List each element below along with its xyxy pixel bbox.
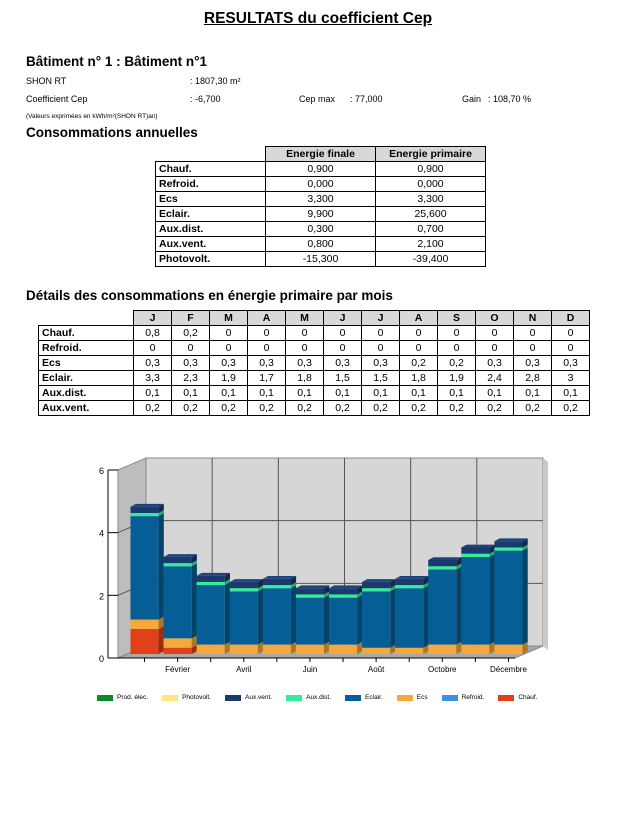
annual-col-primaire: Energie primaire [376, 147, 486, 162]
month-header: F [172, 311, 210, 326]
bar-segment [130, 629, 158, 654]
bar-segment-side [225, 582, 230, 644]
annual-table [155, 146, 486, 267]
annual-col-finale: Energie finale [266, 147, 376, 162]
monthly-value-cell: 0,2 [514, 401, 552, 416]
legend-swatch [97, 695, 113, 701]
monthly-value-cell: 0 [172, 341, 210, 356]
table-row [156, 222, 486, 237]
annual-finale-cell: -15,300 [266, 252, 376, 267]
bar-segment-side [324, 595, 329, 645]
monthly-value-cell: 2,8 [514, 371, 552, 386]
bar-segment [130, 516, 158, 619]
bar-segment [329, 594, 357, 597]
table-row [39, 386, 590, 401]
cepmax-value: : 77,000 [350, 94, 383, 104]
table-row [39, 326, 590, 341]
legend-swatch [286, 695, 302, 701]
bar-segment [164, 638, 192, 647]
monthly-value-cell: 0,2 [172, 326, 210, 341]
monthly-row-label: Aux.dist. [39, 386, 134, 401]
legend-item [162, 694, 211, 701]
bar-segment [164, 563, 192, 566]
annual-primaire-cell: 0,900 [376, 162, 486, 177]
annual-primaire-cell: -39,400 [376, 252, 486, 267]
monthly-value-cell: 0,3 [210, 356, 248, 371]
monthly-value-cell: 1,8 [286, 371, 324, 386]
cepmax-label: Cep max [299, 94, 336, 104]
chart-frame-shadow [543, 458, 548, 650]
bar-segment [296, 598, 324, 645]
bar-segment [296, 645, 324, 654]
bar-segment [230, 588, 258, 591]
bar-segment [296, 588, 324, 594]
month-header: M [210, 311, 248, 326]
bar-segment [428, 569, 456, 644]
bar-segment [395, 648, 423, 654]
monthly-row-label: Refroid. [39, 341, 134, 356]
units-note: (Valeurs exprimées en kWh/m²(SHON RT)an) [26, 113, 158, 120]
monthly-row-label: Eclair. [39, 371, 134, 386]
bar-segment [494, 551, 522, 645]
y-tick-label: 4 [98, 528, 104, 539]
monthly-value-cell: 0,2 [134, 401, 172, 416]
monthly-value-cell: 0 [514, 326, 552, 341]
monthly-value-cell: 0,3 [134, 356, 172, 371]
monthly-value-cell: 0,2 [172, 401, 210, 416]
bar-top-face [197, 573, 230, 576]
monthly-value-cell: 0 [210, 341, 248, 356]
y-tick-label: 2 [98, 591, 104, 602]
legend-label: Aux.vent. [245, 694, 273, 701]
monthly-row-label: Chauf. [39, 326, 134, 341]
legend-swatch [345, 695, 361, 701]
monthly-value-cell: 0,2 [400, 401, 438, 416]
monthly-value-cell: 1,9 [438, 371, 476, 386]
chart-legend [97, 694, 552, 701]
bar-segment [164, 648, 192, 654]
month-header: J [134, 311, 172, 326]
table-row [156, 162, 486, 177]
monthly-value-cell: 0 [362, 341, 400, 356]
legend-item [225, 694, 272, 701]
legend-item [97, 694, 148, 701]
annual-primaire-cell: 3,300 [376, 192, 486, 207]
annual-finale-cell: 0,300 [266, 222, 376, 237]
bar-top-face [164, 554, 197, 557]
annual-primaire-cell: 0,000 [376, 177, 486, 192]
bar-segment [230, 582, 258, 588]
bar-segment [263, 588, 291, 644]
y-tick-label: 0 [98, 654, 104, 664]
table-row [156, 192, 486, 207]
monthly-value-cell: 0,1 [400, 386, 438, 401]
shon-label: SHON RT [26, 76, 67, 86]
bar-segment [197, 582, 225, 585]
monthly-value-cell: 0,2 [210, 401, 248, 416]
x-tick-label: Août [367, 665, 385, 674]
legend-label: Prod. élec. [117, 694, 149, 701]
x-tick-label: Février [165, 665, 191, 674]
bar-segment [494, 645, 522, 654]
bar-segment-side [423, 585, 428, 647]
bar-top-face [130, 504, 163, 507]
bar-segment [230, 591, 258, 644]
bar-segment [362, 591, 390, 647]
monthly-value-cell: 0 [134, 341, 172, 356]
table-row [156, 252, 486, 267]
month-header: D [552, 311, 590, 326]
monthly-value-cell: 0 [552, 326, 590, 341]
monthly-value-cell: 0,2 [438, 401, 476, 416]
monthly-value-cell: 0,2 [476, 401, 514, 416]
bar-segment-side [489, 554, 494, 645]
monthly-value-cell: 0,3 [172, 356, 210, 371]
monthly-value-cell: 0,1 [552, 386, 590, 401]
annual-row-label: Ecs [156, 192, 266, 207]
monthly-value-cell: 0,1 [362, 386, 400, 401]
legend-swatch [442, 695, 458, 701]
cep-label: Coefficient Cep [26, 94, 88, 104]
bar-segment [461, 554, 489, 557]
bar-segment [362, 588, 390, 591]
month-header: A [248, 311, 286, 326]
annual-finale-cell: 0,900 [266, 162, 376, 177]
monthly-value-cell: 0 [552, 341, 590, 356]
legend-item [498, 694, 537, 701]
month-header: J [324, 311, 362, 326]
monthly-value-cell: 0,2 [400, 356, 438, 371]
table-row [39, 401, 590, 416]
y-tick-label: 6 [98, 466, 104, 476]
bar-segment [461, 547, 489, 553]
bar-segment-side [456, 567, 461, 645]
monthly-value-cell: 0 [400, 341, 438, 356]
bar-segment [164, 557, 192, 563]
month-header: O [476, 311, 514, 326]
bar-segment [197, 585, 225, 645]
monthly-value-cell: 0,1 [438, 386, 476, 401]
annual-row-label: Aux.vent. [156, 237, 266, 252]
bar-top-face [230, 579, 263, 582]
month-header: M [286, 311, 324, 326]
monthly-value-cell: 0,3 [552, 356, 590, 371]
annual-row-label: Photovolt. [156, 252, 266, 267]
monthly-value-cell: 0,2 [552, 401, 590, 416]
monthly-value-cell: 0 [362, 326, 400, 341]
bar-segment [395, 579, 423, 585]
bar-top-face [263, 576, 296, 579]
monthly-value-cell: 0,1 [286, 386, 324, 401]
table-row [156, 237, 486, 252]
month-header: N [514, 311, 552, 326]
annual-primaire-cell: 2,100 [376, 237, 486, 252]
bar-segment-side [390, 589, 395, 648]
annual-heading: Consommations annuelles [26, 125, 198, 140]
annual-row-label: Eclair. [156, 207, 266, 222]
bar-top-face [494, 538, 527, 541]
monthly-value-cell: 0,1 [172, 386, 210, 401]
bar-segment-side [291, 585, 296, 644]
monthly-value-cell: 0,3 [476, 356, 514, 371]
table-row [39, 371, 590, 386]
monthly-value-cell: 0,2 [286, 401, 324, 416]
annual-finale-cell: 3,300 [266, 192, 376, 207]
bar-segment [197, 576, 225, 582]
bar-segment-side [523, 548, 528, 645]
bar-top-face [296, 585, 329, 588]
monthly-value-cell: 0 [248, 341, 286, 356]
monthly-value-cell: 0,3 [248, 356, 286, 371]
legend-swatch [397, 695, 413, 701]
legend-label: Chauf. [518, 694, 538, 701]
bar-segment [296, 594, 324, 597]
building-heading: Bâtiment n° 1 : Bâtiment n°1 [26, 54, 208, 69]
monthly-value-cell: 0 [286, 326, 324, 341]
x-tick-label: Octobre [428, 665, 457, 674]
monthly-value-cell: 0 [476, 326, 514, 341]
annual-row-label: Aux.dist. [156, 222, 266, 237]
bar-segment [263, 645, 291, 654]
monthly-value-cell: 0,8 [134, 326, 172, 341]
bar-top-face [428, 557, 461, 560]
table-row [39, 341, 590, 356]
x-tick-label: Avril [236, 665, 252, 674]
legend-label: Eclair. [365, 694, 383, 701]
bar-segment [461, 645, 489, 654]
bar-segment [395, 585, 423, 588]
monthly-row-label: Ecs [39, 356, 134, 371]
bar-segment-side [258, 589, 263, 645]
legend-label: Photovolt. [182, 694, 211, 701]
bar-top-face [461, 545, 494, 548]
monthly-value-cell: 0 [286, 341, 324, 356]
monthly-value-cell: 0 [248, 326, 286, 341]
x-tick-label: Décembre [490, 665, 527, 674]
legend-swatch [498, 695, 514, 701]
monthly-value-cell: 0 [438, 326, 476, 341]
page-title: RESULTATS du coefficient Cep [203, 10, 433, 27]
gain-label: Gain [462, 94, 482, 104]
monthly-row-label: Aux.vent. [39, 401, 134, 416]
monthly-value-cell: 0,2 [324, 401, 362, 416]
monthly-value-cell: 0 [476, 341, 514, 356]
bar-segment [130, 620, 158, 629]
bar-segment [461, 557, 489, 645]
monthly-value-cell: 0,2 [248, 401, 286, 416]
monthly-value-cell: 0,1 [134, 386, 172, 401]
gain-value: : 108,70 % [488, 94, 532, 104]
bar-segment [130, 513, 158, 516]
monthly-value-cell: 3,3 [134, 371, 172, 386]
annual-row-label: Refroid. [156, 177, 266, 192]
bar-segment [494, 547, 522, 550]
legend-swatch [162, 695, 178, 701]
bar-segment [428, 566, 456, 569]
annual-finale-cell: 9,900 [266, 207, 376, 222]
legend-label: Refroid. [461, 694, 485, 701]
monthly-value-cell: 0,1 [476, 386, 514, 401]
monthly-corner [39, 311, 134, 326]
monthly-value-cell: 0 [324, 341, 362, 356]
monthly-value-cell: 1,5 [362, 371, 400, 386]
bar-segment [362, 648, 390, 654]
table-row [156, 177, 486, 192]
monthly-value-cell: 0 [514, 341, 552, 356]
annual-row-label: Chauf. [156, 162, 266, 177]
bar-segment [395, 588, 423, 648]
monthly-header-row [39, 311, 590, 326]
monthly-value-cell: 3 [552, 371, 590, 386]
monthly-value-cell: 1,7 [248, 371, 286, 386]
bar-top-face [395, 576, 428, 579]
monthly-value-cell: 0,1 [248, 386, 286, 401]
monthly-value-cell: 2,4 [476, 371, 514, 386]
bar-segment [428, 645, 456, 654]
monthly-table [38, 310, 590, 416]
bar-segment [494, 541, 522, 547]
annual-corner [156, 147, 266, 162]
shon-value: : 1807,30 m² [190, 76, 241, 86]
monthly-value-cell: 0,1 [210, 386, 248, 401]
bar-segment [428, 560, 456, 566]
legend-label: Ecs [416, 694, 428, 701]
legend-item [397, 694, 428, 701]
monthly-value-cell: 0,2 [438, 356, 476, 371]
bar-segment-side [192, 563, 197, 638]
month-header: A [400, 311, 438, 326]
month-header: S [438, 311, 476, 326]
bar-segment-side [357, 595, 362, 645]
legend-item [442, 694, 485, 701]
annual-finale-cell: 0,800 [266, 237, 376, 252]
monthly-value-cell: 0,1 [324, 386, 362, 401]
monthly-value-cell: 0 [438, 341, 476, 356]
bar-segment [263, 579, 291, 585]
bar-segment [329, 588, 357, 594]
bar-segment-side [159, 626, 164, 654]
table-row [39, 356, 590, 371]
annual-finale-cell: 0,000 [266, 177, 376, 192]
monthly-value-cell: 0,3 [362, 356, 400, 371]
monthly-value-cell: 0,3 [514, 356, 552, 371]
monthly-value-cell: 0 [324, 326, 362, 341]
bar-segment [130, 507, 158, 513]
legend-label: Aux.dist. [306, 694, 332, 701]
bar-segment [329, 645, 357, 654]
bar-segment [263, 585, 291, 588]
monthly-value-cell: 0,3 [286, 356, 324, 371]
cep-value: : -6,700 [190, 94, 221, 104]
bar-segment [197, 645, 225, 654]
monthly-value-cell: 0 [400, 326, 438, 341]
bar-segment-side [159, 513, 164, 619]
monthly-value-cell: 0,1 [514, 386, 552, 401]
x-tick-label: Juin [302, 665, 318, 674]
legend-item [345, 694, 383, 701]
annual-primaire-cell: 0,700 [376, 222, 486, 237]
monthly-value-cell: 0 [210, 326, 248, 341]
bar-segment [230, 645, 258, 654]
bar-segment [329, 598, 357, 645]
monthly-value-cell: 2,3 [172, 371, 210, 386]
bar-segment [362, 582, 390, 588]
monthly-value-cell: 0,3 [324, 356, 362, 371]
monthly-value-cell: 0,2 [362, 401, 400, 416]
annual-primaire-cell: 25,600 [376, 207, 486, 222]
annual-header-row [156, 147, 486, 162]
legend-item [286, 694, 331, 701]
monthly-value-cell: 1,5 [324, 371, 362, 386]
bar-segment [164, 566, 192, 638]
bar-top-face [362, 579, 395, 582]
bar-top-face [329, 585, 362, 588]
monthly-value-cell: 1,9 [210, 371, 248, 386]
month-header: J [362, 311, 400, 326]
monthly-heading: Détails des consommations en énergie primaire par mois [26, 288, 393, 303]
table-row [156, 207, 486, 222]
legend-swatch [225, 695, 241, 701]
monthly-stacked-bar-chart [0, 440, 636, 690]
monthly-value-cell: 1,8 [400, 371, 438, 386]
